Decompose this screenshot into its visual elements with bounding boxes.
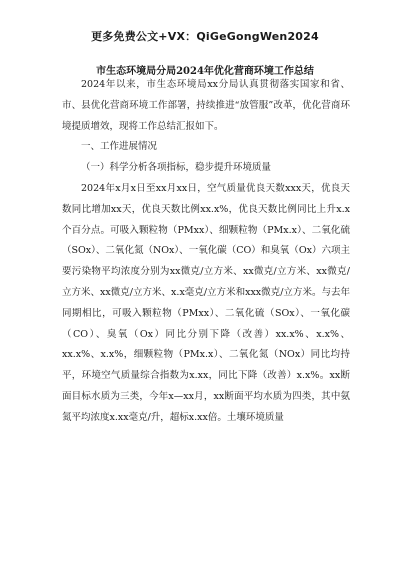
document-title: 市生态环境局分局2024年优化营商环境工作总结 <box>96 66 314 77</box>
document-body <box>62 75 350 429</box>
body-paragraph: 2024年x月x日至xx月xx日，空气质量优良天数xxx天，优良天数同比增加xx天，优良天数比例xx.x%，优良天数比例同比上升x.x个百分点。可吸入颗粒物（PMxx）、细颗粒物（PMx.x）、二氧化硫（SOx）、二氧化氮（NOx）、一氧化碳（CO）和臭氧（Ox）六项主要污染物平均浓度分别为xx微克/立方米、xx微克/立方米、xx微克/立方米、xx微克/立方米、x.x毫克/立方米和xxx微克/立方米。与去年同期相比，可吸入颗粒物（PMxx）、二氧化硫（SOx）、一氧化碳（CO）、臭氧（Ox）同比分别下降（改善）xx.x%、x.x%、xx.x%、x.x%，细颗粒物（PMx.x）、二氧化氮（NOx）同比均持平，环境空气质量综合指数为x.xx，同比下降（改善）x.x%。xx断面目标水质为三类，今年x—xx月，xx断面平均水质为四类，其中氨氮平均浓度x.xx毫克/升，超标x.xx倍。土壤环境质量 <box>62 182 350 423</box>
section-heading: 一、工作进展情况 <box>81 141 158 153</box>
subsection-heading: （一）科学分析各项指标，稳步提升环境质量 <box>81 162 272 174</box>
intro-paragraph: 2024年以来，市生态环境局xx分局认真贯彻落实国家和省、市、县优化营商环境工作部署，持续推进“放管服”改革，优化营商环境提质增效，现将工作总结汇报如下。 <box>62 79 350 132</box>
promo-banner: 更多免费公文+VX：QiGeGongWen2024 <box>91 30 319 43</box>
